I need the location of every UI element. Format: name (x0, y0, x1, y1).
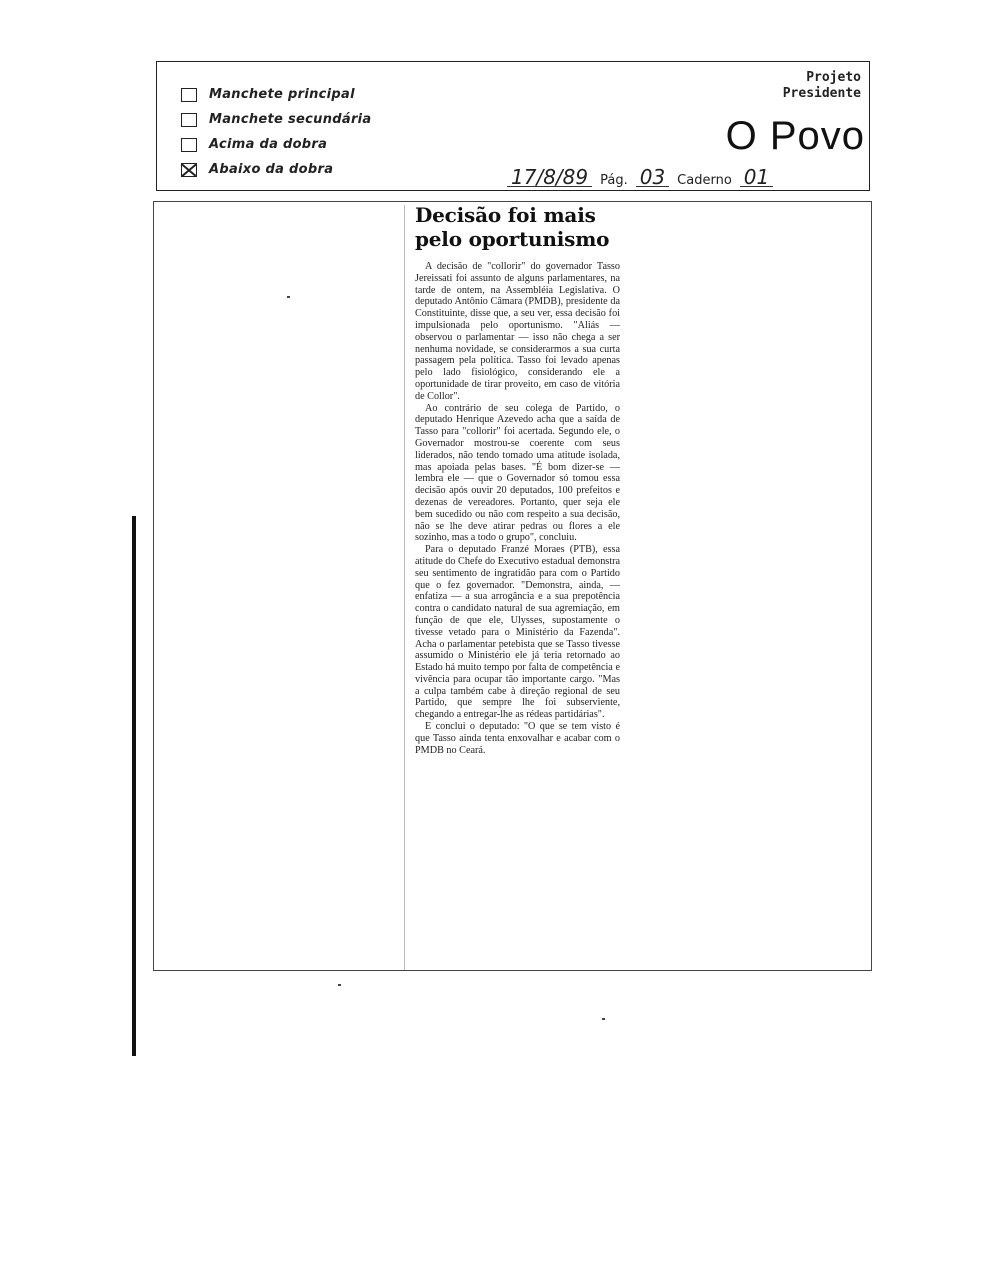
checklist-item-acima-da-dobra (181, 132, 372, 157)
checklist-item-abaixo-da-dobra (181, 157, 372, 182)
article-paragraph: Ao contrário de seu colega de Partido, o deputado Henrique Azevedo acha que a saída de Tasso para "collorir" foi acertada. Segundo ele, o Governador mostrou-se coerente com seus liderados, não tendo tomado uma atitude isolada, mas apoiada pelas bases. "É bom dizer-se — lembra ele — que o Governador só tomou essa decisão após ouvir 20 deputados, 100 prefeitos e dezenas de vereadores. Portanto, quer seja ele bem sucedido ou não com respeito a sua decisão, não se lhe deve atirar pedras ou flores a ele sozinho, mas a todo o grupo", concluiu. (415, 402, 620, 544)
section-number: 01 (740, 168, 773, 187)
article-body (415, 261, 620, 756)
column-divider (404, 205, 405, 970)
publication-date: 17/8/89 (507, 168, 592, 187)
publication-meta (507, 165, 773, 189)
article-paragraph: E conclui o deputado: "O que se tem visto é que Tasso ainda tenta enxovalhar e acabar com o PMDB no Ceará. (415, 721, 620, 756)
article-headline (415, 203, 620, 251)
headline-line-1: Decisão foi mais (415, 203, 596, 227)
checkbox-icon (181, 138, 197, 152)
article-paragraph: Para o deputado Franzé Moraes (PTB), essa atitude do Chefe do Executivo estadual demonstra seu sentimento de ingratidão para com o Partido que o fez governador. "Demonstra, ainda, — enfatiza — a sua arrogância e a sua prepotência contra o candidato natural de sua agremiação, em função de que ele, Ulysses, supostamente o tivesse vetado para o Ministério da Fazenda". Acha o parlamentar petebista que se Tasso tivesse assumido o Ministério ele já teria retornado ao Estado há muito tempo por falta de competência e vivência para ocupar tão importante cargo. "Mas a culpa também cabe à direção regional de seu Partido, que sempre lhe foi subserviente, chegando a entregar-lhe as rédeas partidárias". (415, 544, 620, 721)
page-label: Pág. (600, 173, 628, 188)
project-line-2: Presidente (782, 86, 861, 101)
scan-speck (338, 984, 341, 986)
headline-line-2: pelo oportunismo (415, 227, 610, 251)
project-line-1: Projeto (806, 70, 861, 85)
clipping-header (156, 61, 870, 191)
checklist-label: Manchete principal (209, 87, 355, 102)
placement-checklist (181, 82, 372, 182)
checklist-item-manchete-principal (181, 82, 372, 107)
checked-box-icon (181, 163, 197, 177)
checklist-label: Manchete secundária (209, 112, 372, 127)
checkbox-icon (181, 113, 197, 127)
scan-speck (287, 296, 290, 298)
checklist-item-manchete-secundaria (181, 107, 372, 132)
page-number: 03 (636, 168, 669, 187)
article-paragraph: A decisão de "collorir" do governador Tasso Jereissati foi assunto de alguns parlamentares, na tarde de ontem, na Assembléia Legislativa. O deputado Antônio Câmara (PMDB), presidente da Constituinte, disse que, a seu ver, essa decisão foi impulsionada pelo oportunismo. "Aliás — observou o parlamentar — isso não chega a ser nenhuma novidade, se considerarmos a sua curta passagem pela política. Tasso foi levado apenas pelo lado fisiológico, considerando ele a oportunidade de tirar proveito, em caso de vitória de Collor". (415, 261, 620, 402)
checkbox-icon (181, 88, 197, 102)
section-label: Caderno (677, 173, 732, 188)
scan-edge-bar (132, 516, 136, 1056)
scan-speck (602, 1018, 605, 1020)
checklist-label: Abaixo da dobra (209, 162, 334, 177)
article (415, 203, 620, 756)
checklist-label: Acima da dobra (209, 137, 328, 152)
project-label (783, 70, 861, 102)
newspaper-name: O Povo (725, 114, 865, 158)
